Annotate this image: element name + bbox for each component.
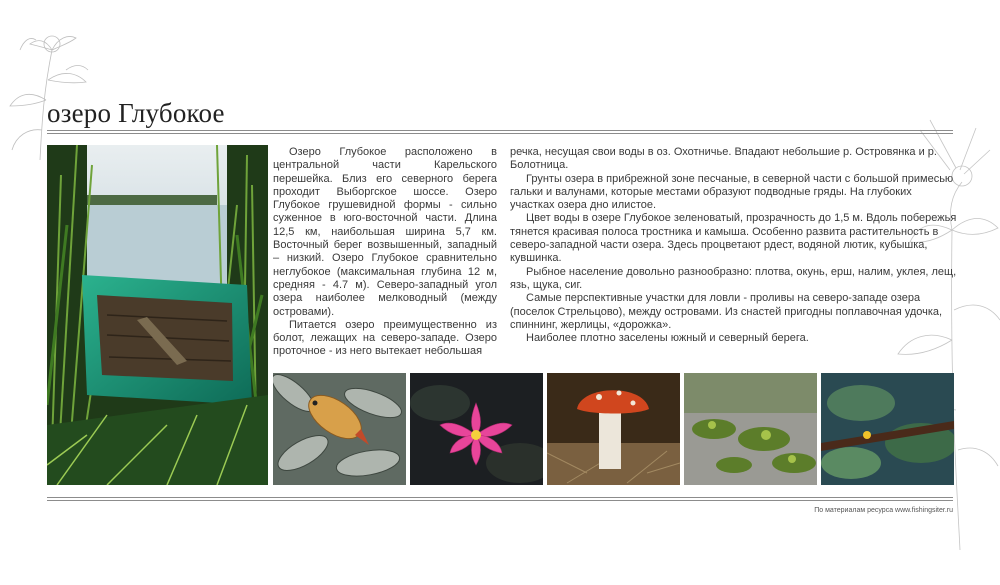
article-column-right bbox=[510, 146, 957, 345]
article-paragraph: Питается озеро преимущественно из болот, лежащих на северо-западе. Озеро проточное - из него вытекает небольшая bbox=[273, 318, 497, 358]
main-photo-boat-in-reeds bbox=[47, 145, 268, 485]
photo-strip bbox=[273, 373, 954, 485]
thumb-photo-fish bbox=[273, 373, 406, 485]
top-divider bbox=[47, 130, 953, 131]
top-divider-secondary bbox=[47, 133, 953, 134]
article-column-left bbox=[273, 146, 497, 359]
page-title: озеро Глубокое bbox=[47, 98, 225, 128]
thumb-photo-moss-on-rock bbox=[684, 373, 817, 485]
source-credit: По материалам ресурса www.fishingsiter.ru bbox=[814, 507, 953, 514]
article-paragraph: Самые перспективные участки для ловли - проливы на северо-западе озера (поселок Стрельцово), между островами. Из снастей пригодны поплавочная удочка, спиннинг, жерлицы, «дорожка». bbox=[510, 292, 943, 331]
plant-sketch-decoration bbox=[0, 10, 120, 160]
article-paragraph: Наиболее плотно заселены южный и северный берега. bbox=[526, 332, 809, 345]
article-paragraph: Грунты озера в прибрежной зоне песчаные, в северной части с большой примесью гальки и валунами, которые местами образуют подводные гряды. На глубоких участках озера дно илистое. bbox=[510, 172, 954, 212]
article-paragraph: Рыбное население довольно разнообразно: плотва, окунь, ерш, налим, уклея, лещ, язь, щука, сиг. bbox=[510, 265, 957, 291]
bottom-divider bbox=[47, 497, 953, 498]
thumb-photo-pond-leaves bbox=[821, 373, 954, 485]
thumb-photo-mushroom bbox=[547, 373, 680, 485]
bottom-divider-secondary bbox=[47, 500, 953, 501]
thumb-photo-water-lily bbox=[410, 373, 543, 485]
article-paragraph: Озеро Глубокое расположено в центральной части Карельского перешейка. Близ его северного берега проходит Выборгское шоссе. Озеро Глубокое грушевидной формы - сильно суженное в юго-восточной части. Длина 12,5 км, наибольшая ширина 5,7 км. Восточный берег возвышенный, западный – низкий. Озеро Глубокое сравнительно неглубокое (максимальная глубина 12 м, средняя - 4.7 м). Северо-западный угол озера наиболее мелководный (между островами). bbox=[273, 146, 497, 318]
article-paragraph: Цвет воды в озере Глубокое зеленоватый, прозрачность до 1,5 м. Вдоль побережья тянется красивая полоса тростника и камыша. Особенно развита растительность в северо-западной части озера. Здесь процветают рдест, водяной лютик, кубышка, кувшинка. bbox=[510, 212, 957, 265]
article-paragraph-continued: речка, несущая свои воды в оз. Охотничье. Впадают небольшие р. Островянка и р. Болотница. bbox=[510, 146, 937, 172]
